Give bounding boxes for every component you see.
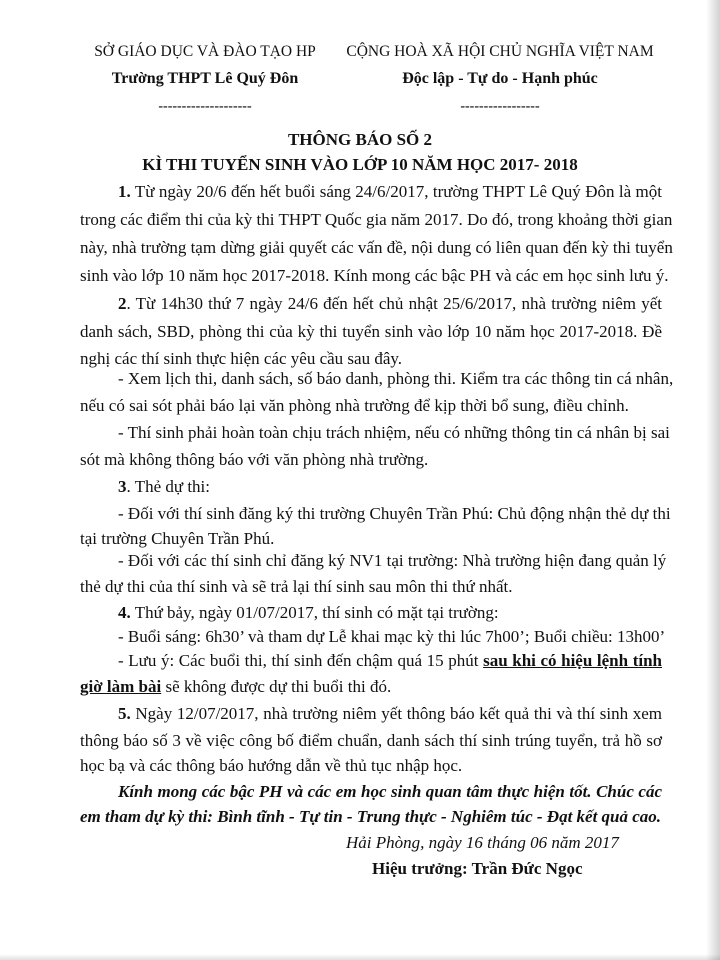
p1-line3: này, nhà trường tạm dừng giải quyết các vấn đề, nội dung có liên quan đến kỳ thi tuyển <box>80 238 673 257</box>
header-motto: Độc lập - Tự do - Hạnh phúc <box>402 70 598 87</box>
closing-line1: Kính mong các bậc PH và các em học sinh quan tâm thực hiện tốt. Chúc các <box>118 782 662 801</box>
p5-line2: thông báo số 3 về việc công bố điểm chuẩn, danh sách thí sinh trúng tuyển, trả hồ sơ <box>80 731 662 750</box>
p3-bullet2-line2: thẻ dự thi của thí sinh và sẽ trả lại thí sinh sau môn thi thứ nhất. <box>80 577 513 596</box>
p4-bullet2-line1 <box>118 652 662 669</box>
p5-number: 5. <box>118 704 131 723</box>
header-school: Trường THPT Lê Quý Đôn <box>111 70 299 87</box>
p2-number: 2 <box>118 294 127 313</box>
p2-text-1: . Từ 14h30 thứ 7 ngày 24/6 đến hết chủ nhật 25/6/2017, nhà trường niêm yết <box>126 294 662 313</box>
p4-bullet1: - Buổi sáng: 6h30’ và tham dự Lễ khai mạc kỳ thi lúc 7h00’; Buổi chiều: 13h00’ <box>118 627 666 646</box>
p4-note-emphasis-1: sau khi có hiệu lệnh tính <box>483 651 662 670</box>
page-shadow-bottom <box>0 954 720 960</box>
page-shadow-edge <box>706 0 720 960</box>
p1-text-1: Từ ngày 20/6 đến hết buổi sáng 24/6/2017, trường THPT Lê Quý Đôn là một <box>134 182 662 201</box>
p2-line2: danh sách, SBD, phòng thi của kỳ thi tuyển sinh vào lớp 10 năm học 2017-2018. Đề <box>80 322 662 341</box>
p5-text-1: Ngày 12/07/2017, nhà trường niêm yết thông báo kết quả thi và thí sinh xem <box>130 704 662 723</box>
closing-line2: em tham dự kỳ thi: Bình tĩnh - Tự tin - Trung thực - Nghiêm túc - Đạt kết quả cao. <box>80 807 662 826</box>
p4-text-1: Thứ bảy, ngày 01/07/2017, thí sinh có mặt tại trường: <box>130 603 499 622</box>
notice-subtitle: KÌ THI TUYỂN SINH VÀO LỚP 10 NĂM HỌC 2017- 2018 <box>142 155 578 174</box>
p3-bullet1-line2: tại trường Chuyên Trần Phú. <box>80 529 275 548</box>
p2-bullet2-line2: sót mà không thông báo với văn phòng nhà trường. <box>80 450 429 469</box>
header-country: CỘNG HOÀ XÃ HỘI CHỦ NGHĨA VIỆT NAM <box>346 43 654 60</box>
place-date: Hải Phòng, ngày 16 tháng 06 năm 2017 <box>346 833 619 852</box>
p2-bullet1-line1: - Xem lịch thi, danh sách, số báo danh, phòng thi. Kiểm tra các thông tin cá nhân, <box>118 369 674 388</box>
p2-bullet1-line2: nếu có sai sót phải báo lại văn phòng nhà trường để kịp thời bổ sung, điều chỉnh. <box>80 396 629 415</box>
principal-signature: Hiệu trưởng: Trần Đức Ngọc <box>372 859 583 878</box>
p5-line3: học bạ và các thông báo hướng dẫn về thủ tục nhập học. <box>80 756 463 775</box>
p1-number: 1. <box>118 182 131 201</box>
p4-note-end: sẽ không được dự thi buổi thi đó. <box>161 677 392 696</box>
p5-line1 <box>118 705 662 722</box>
p1-line1 <box>118 183 662 200</box>
p3-text-1: . Thẻ dự thi: <box>126 477 211 496</box>
p2-line3: nghị các thí sinh thực hiện các yêu cầu sau đây. <box>80 349 403 368</box>
p4-number: 4. <box>118 603 131 622</box>
p1-line2: trong các điểm thi của kỳ thi THPT Quốc gia năm 2017. Do đó, trong khoảng thời gian <box>80 210 673 229</box>
p3-line1 <box>118 478 210 495</box>
p4-line1 <box>118 604 499 621</box>
header-left-rule: -------------------- <box>158 99 252 114</box>
p2-line1 <box>118 295 662 312</box>
header-org: SỞ GIÁO DỤC VÀ ĐÀO TẠO HP <box>94 43 316 60</box>
p3-number: 3 <box>118 477 127 496</box>
header-right-rule: ----------------- <box>460 99 540 114</box>
p4-note-text: - Lưu ý: Các buổi thi, thí sinh đến chậm quá 15 phút <box>118 651 484 670</box>
p3-bullet2-line1: - Đối với các thí sinh chỉ đăng ký NV1 tại trường: Nhà trường hiện đang quản lý <box>118 551 667 570</box>
p1-line4: sinh vào lớp 10 năm học 2017-2018. Kính mong các bậc PH và các em học sinh lưu ý. <box>80 266 669 285</box>
notice-title: THÔNG BÁO SỐ 2 <box>287 130 433 149</box>
p3-bullet1-line1: - Đối với thí sinh đăng ký thi trường Chuyên Trần Phú: Chủ động nhận thẻ dự thi <box>118 504 671 523</box>
p4-note-emphasis-2: giờ làm bài <box>80 677 162 696</box>
p2-bullet2-line1: - Thí sinh phải hoàn toàn chịu trách nhiệm, nếu có những thông tin cá nhân bị sai <box>118 423 670 442</box>
p4-bullet2-line2 <box>80 678 391 695</box>
